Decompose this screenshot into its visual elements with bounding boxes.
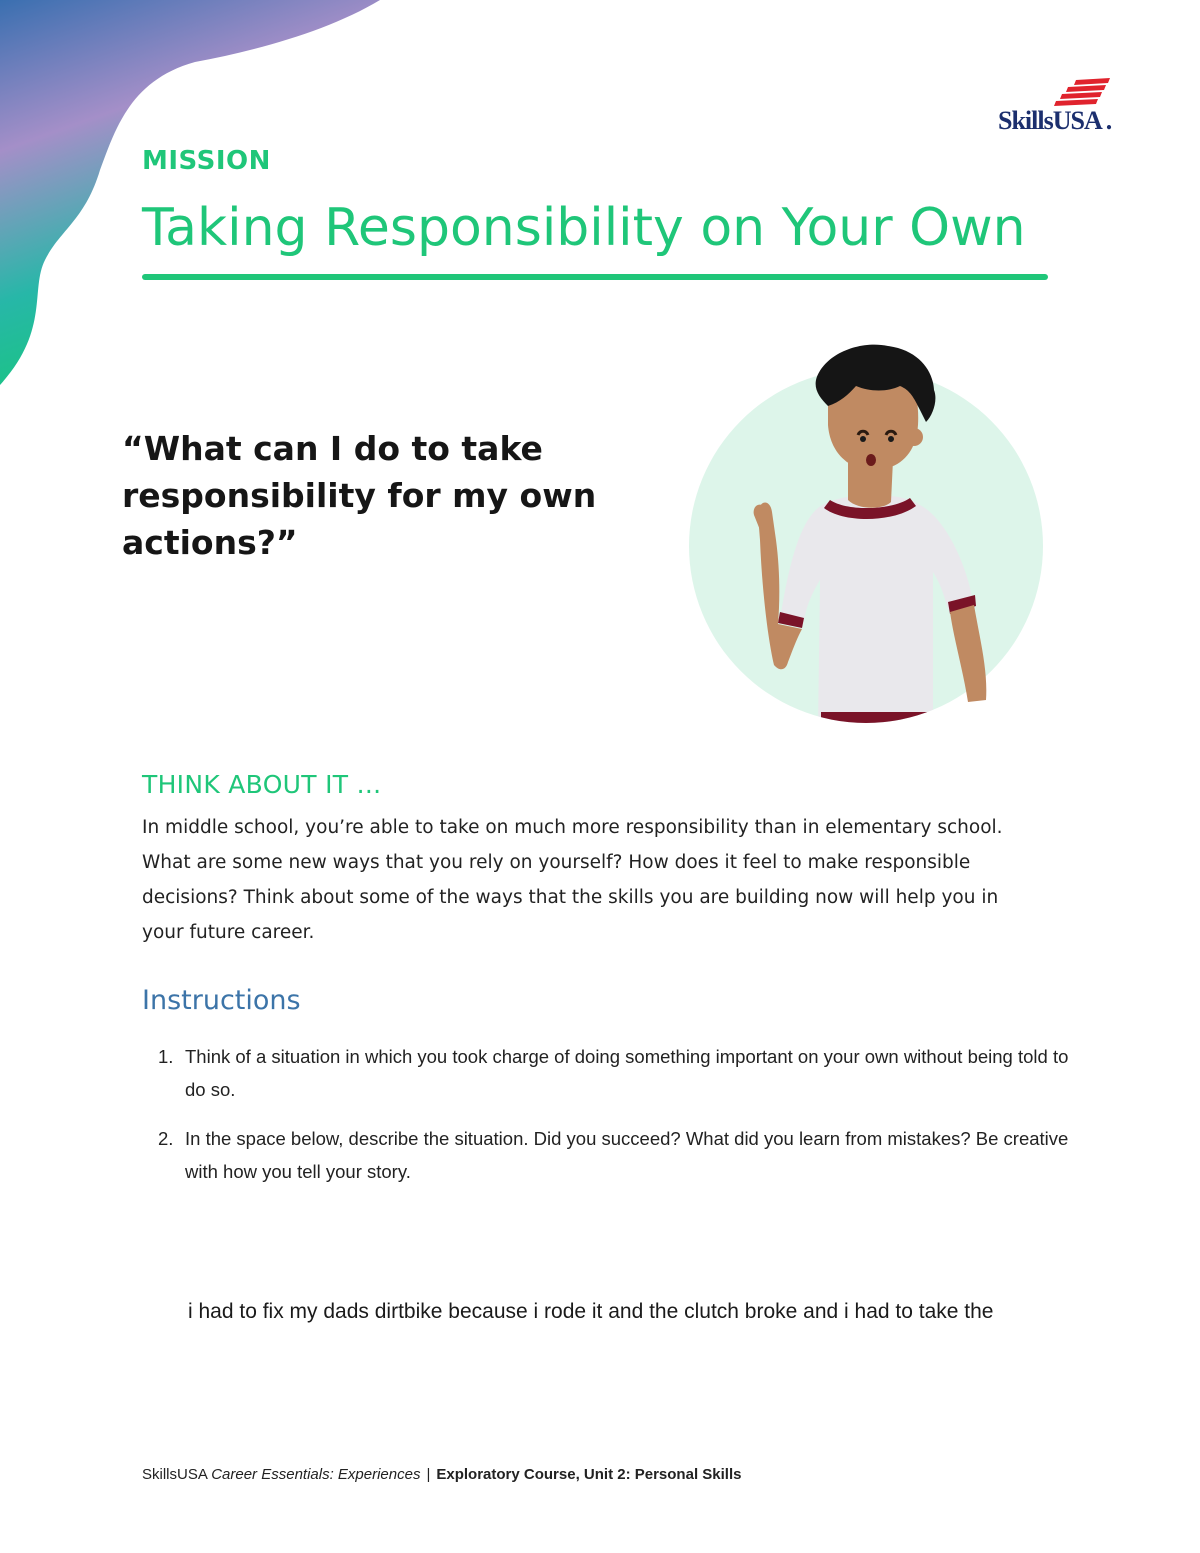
step-number: 1. (158, 1046, 174, 1067)
student-answer-field[interactable]: i had to fix my dads dirtbike because i rode it and the clutch broke and i had to take the (188, 1300, 994, 1323)
instructions-heading: Instructions (142, 985, 301, 1016)
student-illustration (688, 340, 1058, 730)
decorative-gradient-shape (0, 0, 400, 390)
think-about-it-heading: THINK ABOUT IT ... (142, 770, 382, 799)
logo-text: SkillsUSA . (998, 106, 1112, 135)
page-title: Taking Responsibility on Your Own (142, 198, 1026, 258)
title-underline (142, 274, 1048, 280)
think-about-it-body: In middle school, you’re able to take on much more responsibility than in elementary school. What are some new ways that you rely on yourself? How does it feel to make responsible decisions? Think about some of the ways that the skills you are building now will help you in your future career. (142, 817, 1003, 943)
eyebrow-label: MISSION (142, 146, 271, 176)
step-number: 2. (158, 1128, 174, 1149)
footer-separator: | (426, 1466, 431, 1483)
footer-org: SkillsUSA (142, 1466, 208, 1483)
instruction-step (142, 1040, 1072, 1106)
guiding-question: “What can I do to take responsibility for my own actions?” (122, 429, 597, 562)
instructions-list (142, 1040, 1072, 1204)
skillsusa-logo (998, 76, 1123, 138)
step-text: In the space below, describe the situation. Did you succeed? What did you learn from mistakes? Be creative with how you tell your story. (185, 1128, 1069, 1182)
page-footer (142, 1466, 741, 1483)
footer-program: Career Essentials: Experiences (211, 1466, 421, 1483)
instruction-step (142, 1122, 1072, 1188)
footer-course: Exploratory Course, Unit 2: Personal Skills (436, 1466, 742, 1483)
step-text: Think of a situation in which you took charge of doing something important on your own without being told to do so. (185, 1046, 1069, 1100)
